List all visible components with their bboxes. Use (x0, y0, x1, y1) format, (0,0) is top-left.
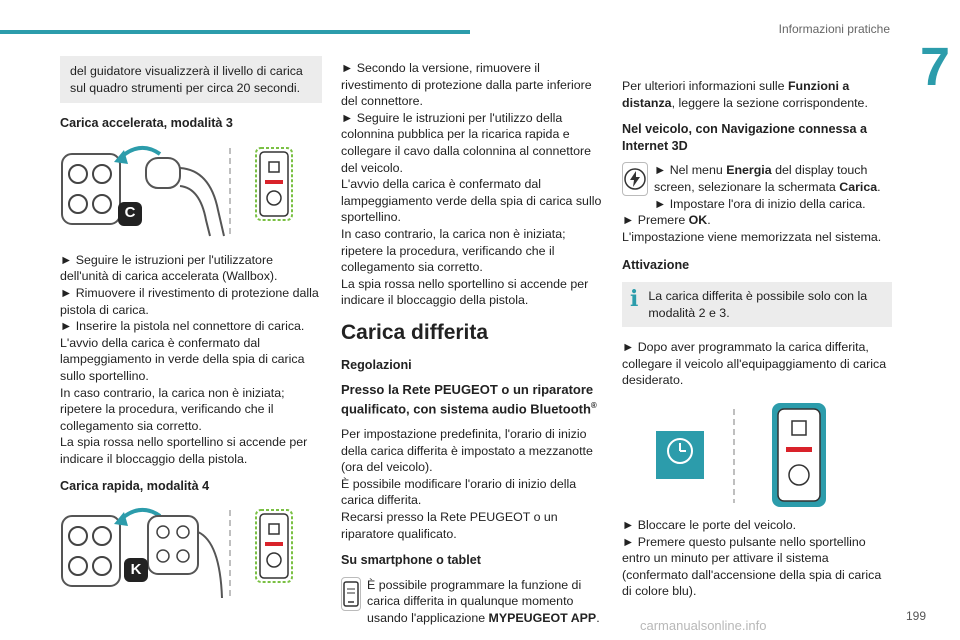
nav-step-4: L'impostazione viene memorizzata nel sistema. (622, 229, 882, 244)
heading-smartphone: Su smartphone o tablet (341, 553, 481, 568)
smartphone-icon (341, 577, 361, 611)
smartphone-text (341, 577, 603, 627)
header-accent-bar (0, 30, 470, 34)
nav-step-1 (622, 162, 892, 195)
nav-post: . (877, 179, 881, 194)
nav-step3-post: . (707, 213, 711, 228)
delayed-charge-illustration (622, 399, 892, 511)
heading-mode3: Carica accelerata, modalità 3 (60, 116, 233, 131)
nav-step-2: ► Impostare l'ora di inizio della carica. (654, 196, 866, 211)
smartphone-text-pre: È possibile programmare la funzione di carica differita in qualunque momento usando l'applicazione (367, 577, 582, 625)
navigation-row (622, 162, 892, 245)
mode3-line: In caso contrario, la carica non è iniziata; ripetere la procedura, verificando che il collegamento sia corretto. (60, 385, 285, 433)
info-box (622, 282, 892, 327)
app-name: MYPEUGEOT APP (488, 610, 597, 625)
figure-delayed-charge (622, 399, 892, 511)
charging-connector-illustration (60, 140, 322, 240)
heading-rete-peugeot (341, 382, 603, 419)
info-icon: i (630, 285, 639, 312)
heading-rete-text: Presso la Rete PEUGEOT o un riparatore qualificato, con sistema audio Bluetooth (341, 381, 594, 417)
intro-post: , leggere la sezione corrispondente. (671, 95, 868, 110)
column-right (622, 78, 892, 610)
mode3-line: ► Rimuovere il rivestimento di protezione dalla pistola di carica. (60, 285, 319, 317)
mode4-line: La spia rossa nello sportellino si accende per indicare il bloccaggio della pistola. (341, 276, 589, 308)
badge-c-label: C (124, 204, 136, 222)
rete-text (341, 426, 603, 542)
registered-mark: ® (590, 401, 597, 411)
smartphone-text-post: . (596, 610, 600, 625)
final-instructions (622, 517, 892, 600)
heading-carica-differita: Carica differita (341, 320, 489, 344)
note-text: del guidatore visualizzerà il livello di carica sul quadro strumenti per circa 20 secondi. (70, 64, 303, 95)
chapter-number: 7 (919, 37, 950, 97)
figure-mode3 (60, 140, 322, 240)
rete-line: Per impostazione predefinita, l'orario di inizio della carica differita è impostato a mezzanotte (ora del veicolo). (341, 427, 593, 475)
nav-carica: Carica (839, 179, 878, 194)
mode3-instructions (60, 252, 322, 468)
mode3-line: ► Seguire le istruzioni per l'utilizzatore dell'unità di carica accelerata (Wallbox). (60, 252, 278, 284)
badge-k (124, 558, 148, 582)
column-middle (341, 60, 603, 627)
remote-functions-text (622, 78, 892, 111)
intro-bold: Funzioni a distanza (622, 79, 850, 110)
after-info-text: ► Dopo aver programmato la carica differita, collegare il veicolo all'equipaggiamento di carica desiderato. (622, 340, 887, 388)
nav-ok: OK (688, 213, 708, 228)
mode4-instructions (341, 60, 603, 309)
info-text: La carica differita è possibile solo con la modalità 2 e 3. (648, 288, 868, 320)
nav-pre: ► Nel menu (654, 163, 727, 178)
rete-line: Recarsi presso la Rete PEUGEOT o un riparatore qualificato. (341, 509, 558, 541)
figure-mode4 (60, 502, 322, 602)
nav-energia: Energia (726, 163, 772, 178)
heading-regolazioni: Regolazioni (341, 357, 412, 372)
fast-charging-connector-illustration (60, 502, 322, 602)
nav-step3-pre: ► Premere (622, 213, 689, 228)
mode3-line: ► Inserire la pistola nel connettore di carica. (60, 319, 305, 334)
mode3-line: L'avvio della carica è confermato dal lampeggiamento in verde della spia di carica sullo sportellino. (60, 335, 305, 383)
nav-mid: del display touch screen, selezionare la schermata (654, 163, 868, 194)
mode4-line: L'avvio della carica è confermato dal lampeggiamento verde della spia di carica sullo sportellino. (341, 177, 602, 225)
watermark: carmanualsonline.info (640, 618, 767, 633)
heading-navigation: Nel veicolo, con Navigazione connessa a Internet 3D (622, 122, 867, 153)
note-box (60, 56, 322, 103)
heading-attivazione: Attivazione (622, 258, 690, 273)
mode4-line: In caso contrario, la carica non è iniziata; ripetere la procedura, verificando che il collegamento sia corretto. (341, 226, 566, 275)
column-left (60, 56, 322, 614)
final-line: ► Premere questo pulsante nello sportellino entro un minuto per attivare il sistema (confermato dall'accensione della spia di carica di colore blu). (622, 534, 882, 599)
heading-mode4: Carica rapida, modalità 4 (60, 478, 210, 493)
final-line: ► Bloccare le porte del veicolo. (622, 517, 797, 532)
page-number: 199 (905, 609, 926, 623)
badge-c (118, 202, 142, 226)
mode4-line: ► Seguire le istruzioni per l'utilizzo della colonnina pubblica per la ricarica rapida e collegare il cavo dalla colonnina al connettore del veicolo. (341, 110, 592, 175)
nav-step-3 (622, 212, 892, 229)
mode3-line: La spia rossa nello sportellino si accende per indicare il bloccaggio della pistola. (60, 435, 308, 466)
rete-line: È possibile modificare l'orario di inizio della carica differita. (341, 476, 577, 508)
charging-bolt-icon (622, 162, 648, 196)
smartphone-row (341, 577, 603, 627)
section-title: Informazioni pratiche (778, 22, 890, 36)
intro-pre: Per ulteriori informazioni sulle (622, 79, 788, 93)
badge-k-label: K (130, 560, 142, 578)
mode4-line: ► Secondo la versione, rimuovere il rivestimento di protezione dalla parte inferiore del connettore. (341, 61, 592, 109)
